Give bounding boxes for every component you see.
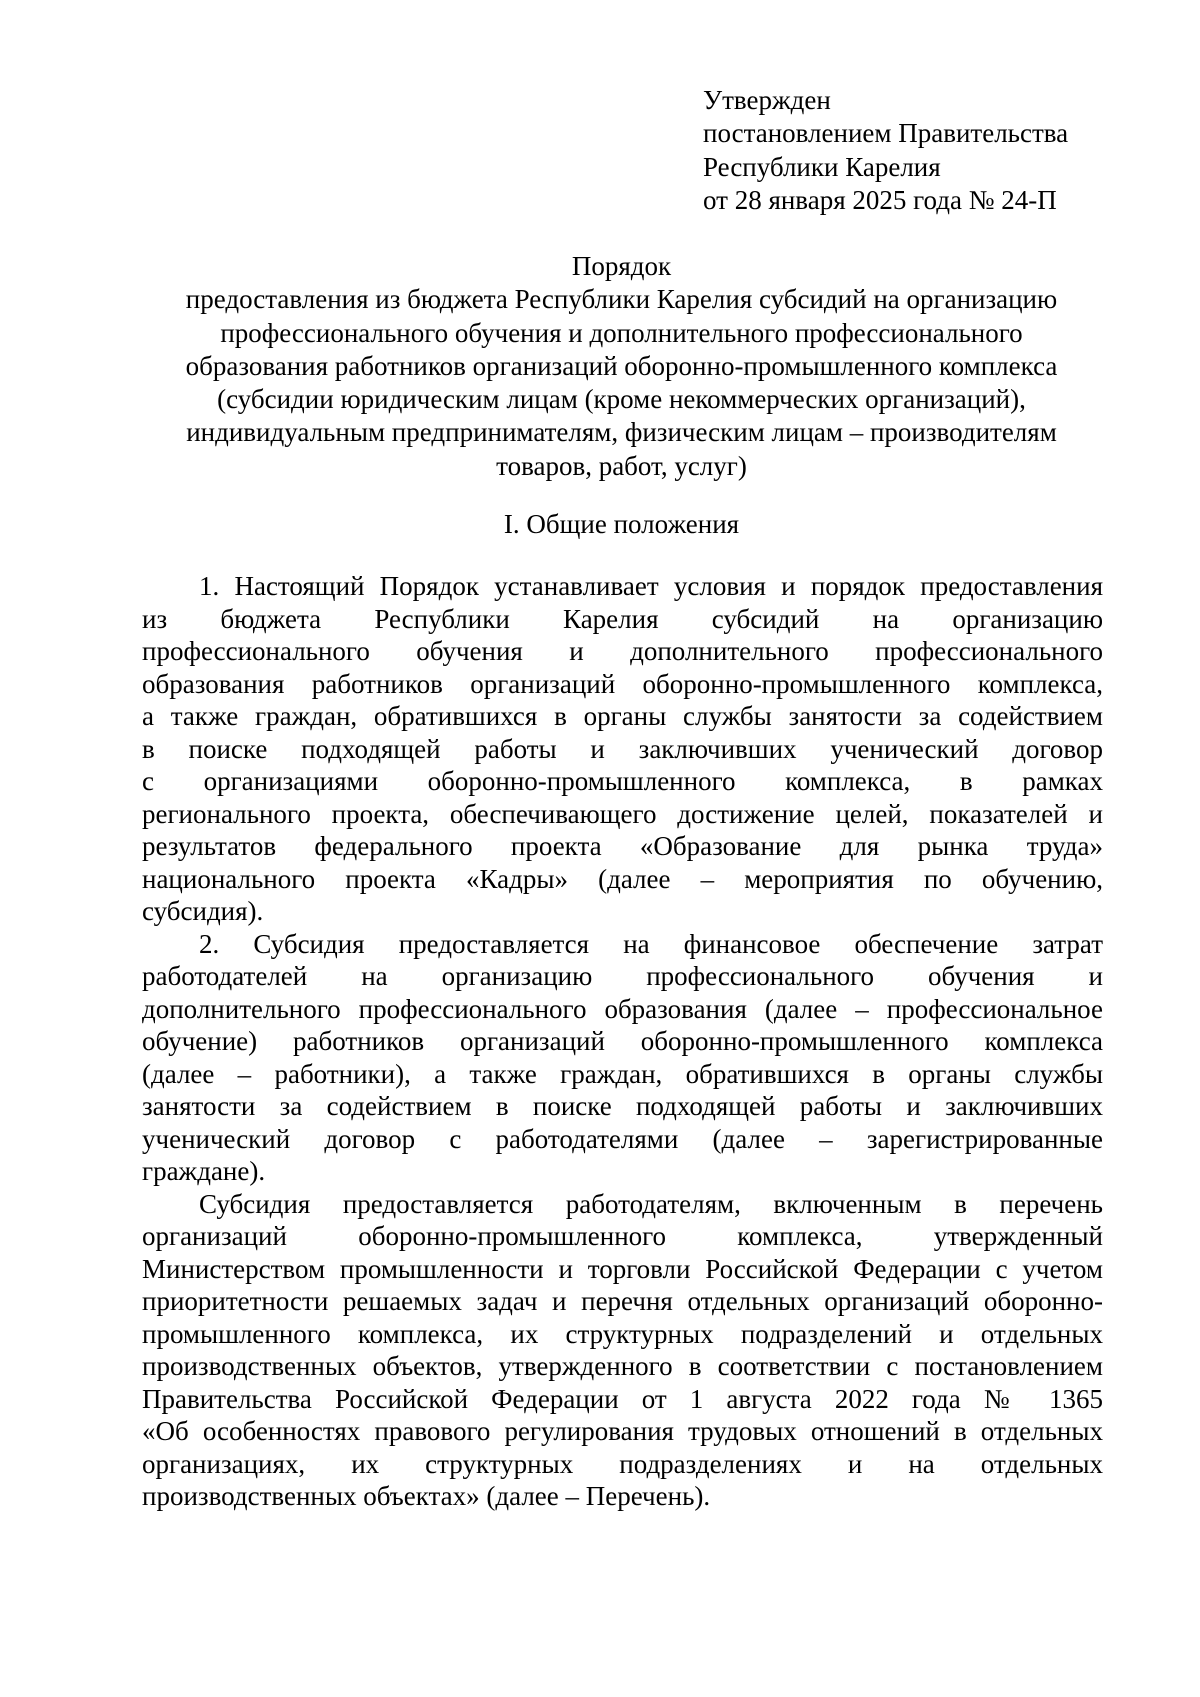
text-line: организаций оборонно-промышленного комплекса, утвержденный (142, 1221, 1103, 1251)
text-line: работодателей на организацию профессионального обучения и (142, 961, 1103, 991)
text-line: национального проекта «Кадры» (далее – мероприятия по обучению, (142, 863, 1103, 894)
title-line: товаров, работ, услуг) (496, 450, 747, 481)
text-line: Субсидия предоставляется работодателям, включенным в перечень (199, 1188, 1103, 1219)
text-line: (далее – работники), а также граждан, обратившихся в органы службы (142, 1058, 1103, 1089)
title-line: индивидуальным предпринимателям, физическим лицам – производителям (186, 417, 1057, 448)
text-line: результатов федерального проекта «Образование для рынка труда» (142, 831, 1103, 861)
paragraph-2 (142, 928, 1103, 1188)
approval-line: от 28 января 2025 года № 24-П (703, 184, 1057, 215)
document-title (140, 250, 1103, 483)
text-line: Правительства Российской Федерации от 1 августа 2022 года № 1365 (142, 1383, 1103, 1414)
title-line: образования работников организаций оборонно-промышленного комплекса (185, 350, 1058, 381)
title-line: предоставления из бюджета Республики Карелия субсидий на организацию (185, 284, 1058, 315)
title-line: профессионального обучения и дополнительного профессионального (220, 317, 1023, 348)
approval-stamp (703, 84, 1068, 217)
text-line: обучение) работников организаций оборонно-промышленного комплекса (142, 1026, 1103, 1056)
text-line: ученический договор с работодателями (далее – зарегистрированные (142, 1123, 1103, 1154)
text-line: Министерством промышленности и торговли Российской Федерации с учетом (142, 1253, 1103, 1284)
text-line: организациях, их структурных подразделениях и на отдельных (142, 1448, 1103, 1479)
approval-line: Утвержден (703, 85, 831, 115)
title-line: (субсидии юридическим лицам (кроме некоммерческих организаций), (217, 384, 1026, 415)
approval-line: Республики Карелия (703, 151, 941, 182)
text-line: 1. Настоящий Порядок устанавливает условия и порядок предоставления (199, 571, 1103, 601)
title-line: Порядок (571, 251, 672, 281)
text-line: а также граждан, обратившихся в органы службы занятости за содействием (142, 701, 1103, 731)
body-text (142, 570, 1103, 1513)
text-line: производственных объектах» (далее – Перечень). (142, 1481, 711, 1511)
text-line: дополнительного профессионального образования (далее – профессиональное (142, 993, 1103, 1024)
text-line: профессионального обучения и дополнительного профессионального (142, 636, 1103, 666)
text-line: регионального проекта, обеспечивающего достижение целей, показателей и (142, 798, 1103, 829)
text-line: граждане). (142, 1156, 266, 1186)
text-line: субсидия). (142, 896, 264, 926)
text-line: «Об особенностях правового регулирования трудовых отношений в отдельных (142, 1416, 1103, 1446)
text-line: образования работников организаций оборонно-промышленного комплекса, (142, 668, 1103, 699)
text-line: из бюджета Республики Карелия субсидий на организацию (142, 603, 1103, 634)
text-line: производственных объектов, утвержденного в соответствии с постановлением (142, 1351, 1103, 1381)
section-heading: I. Общие положения (503, 509, 740, 539)
text-line: приоритетности решаемых задач и перечня отдельных организаций оборонно- (142, 1286, 1103, 1316)
text-line: 2. Субсидия предоставляется на финансовое обеспечение затрат (199, 928, 1103, 959)
approval-line: постановлением Правительства (703, 118, 1069, 149)
paragraph-1 (142, 570, 1103, 928)
text-line: занятости за содействием в поиске подходящей работы и заключивших (142, 1091, 1103, 1121)
text-line: промышленного комплекса, их структурных подразделений и отдельных (142, 1318, 1103, 1349)
text-line: в поиске подходящей работы и заключивших ученический договор (142, 733, 1103, 764)
paragraph-3 (142, 1188, 1103, 1513)
text-line: с организациями оборонно-промышленного комплекса, в рамках (142, 766, 1103, 796)
